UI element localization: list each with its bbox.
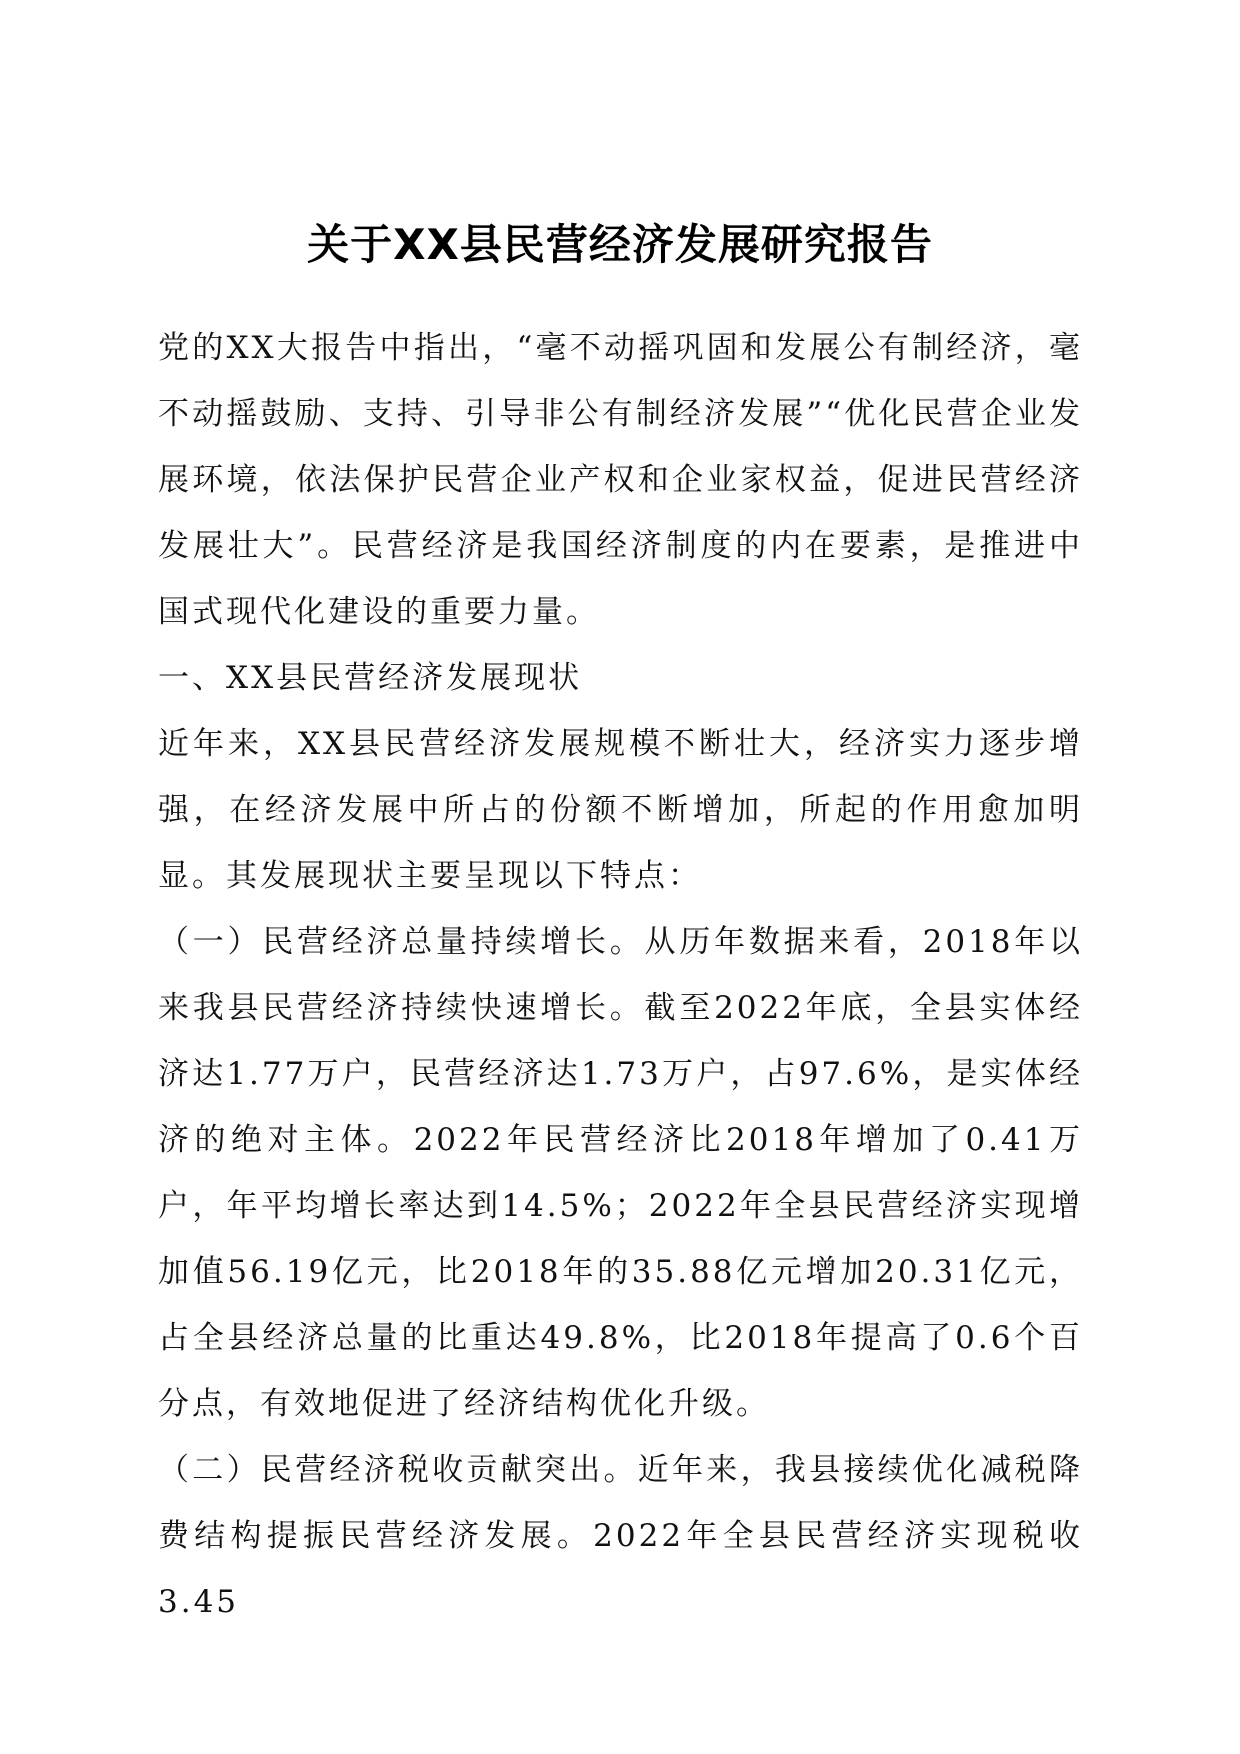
intro-paragraph: 党的XX大报告中指出，“毫不动摇巩固和发展公有制经济，毫不动摇鼓励、支持、引导非公有制经济发展”“优化民营企业发展环境，依法保护民营企业产权和企业家权益，促进民营经济发展壮大”。民营经济是我国经济制度的内在要素，是推进中国式现代化建设的重要力量。: [158, 330, 1083, 630]
section-heading: 一、XX县民营经济发展现状: [158, 660, 583, 696]
point-one-paragraph: （一）民营经济总量持续增长。从历年数据来看，2018年以来我县民营经济持续快速增长。截至2022年底，全县实体经济达1.77万户，民营经济达1.73万户，占97.6%，是实体经济的绝对主体。2022年民营经济比2018年增加了0.41万户，年平均增长率达到14.5%；2022年全县民营经济实现增加值56.19亿元，比2018年的35.88亿元增加20.31亿元，占全县经济总量的比重达49.8%，比2018年提高了0.6个百分点，有效地促进了经济结构优化升级。: [158, 924, 1083, 1422]
document-body: [158, 315, 1083, 1635]
overview-paragraph: 近年来，XX县民营经济发展规模不断壮大，经济实力逐步增强，在经济发展中所占的份额不断增加，所起的作用愈加明显。其发展现状主要呈现以下特点：: [158, 726, 1083, 894]
point-two-paragraph: （二）民营经济税收贡献突出。近年来，我县接续优化减税降费结构提振民营经济发展。2022年全县民营经济实现税收3.45: [158, 1452, 1083, 1620]
document-title: 关于XX县民营经济发展研究报告: [307, 220, 933, 269]
